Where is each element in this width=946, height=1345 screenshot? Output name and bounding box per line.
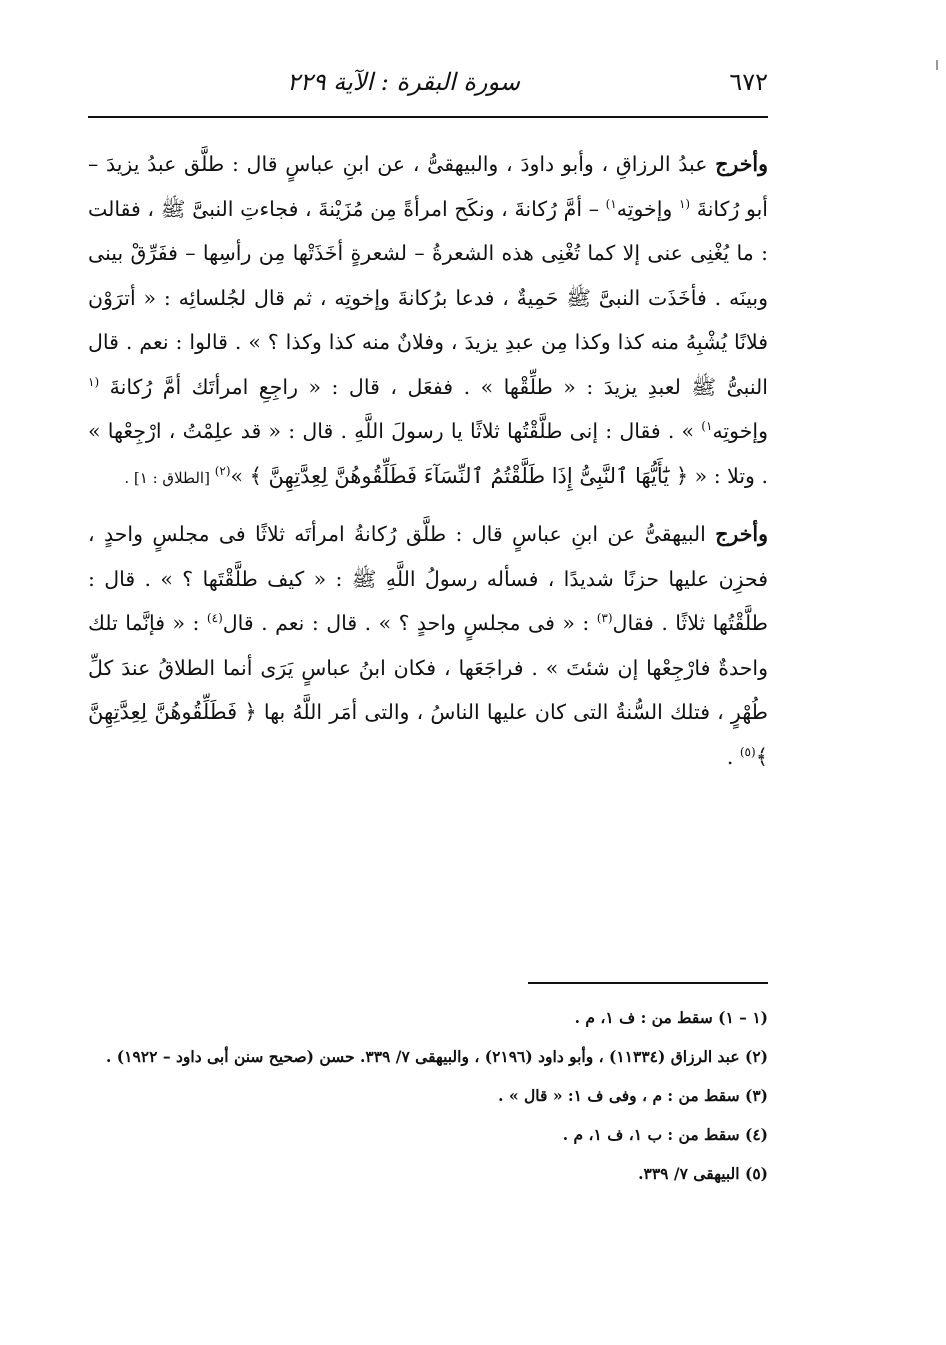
- paragraph-lead: وأخرج: [715, 522, 768, 546]
- footnote-marker: (٥): [739, 744, 756, 759]
- footnote-4: (٤) سقط من : ب ١، ف ١، م .: [562, 1125, 768, 1144]
- text-run: وإخوتِه: [616, 196, 679, 221]
- running-title: سورة البقرة : الآية ٢٢٩: [286, 68, 520, 96]
- text-run: وإخوتِه: [712, 419, 768, 443]
- page-number: ٦٧٢: [729, 68, 768, 96]
- footnote-rule: [528, 982, 768, 984]
- header-rule: [88, 116, 768, 118]
- text-run: »: [230, 463, 250, 488]
- text-run: عبدُ الرزاقِ ، وأبو داودَ ، والبيهقىُّ ، عن ابنِ عباسٍ قال : طلَّق عبدُ يزيدَ – أبو رُكانةَ: [88, 152, 768, 221]
- text-run: – أمَّ رُكانةَ ، ونكَح امرأةً مِن مُزَيْنةَ ، فجاءتِ النبىَّ ﷺ ، فقالت : ما يُغْنِى عنى إلا كما تُغْنِى هذه الشعرةُ – لشعرةٍ أخَذَتْها مِن رأسِها – ففَرِّقْ بينى وبينَه . فأخَذَت النبىَّ ﷺ حَمِيةٌ ، فدعا برُكانةَ وإخوتِه ، ثم قال لجُلسائِه : « أترَوْن فلانًا يُشْبِهُ منه كذا وكذا مِن عبدِ يزيدَ ، وفلانٌ منه كذا وكذا ؟ » . قالوا : نعم . قال النبىُّ ﷺ لعبدِ يزيدَ : « طلِّقْها » . ففعَل ، قال : « راجِعِ امرأتَك أمَّ رُكانةَ: [88, 196, 768, 399]
- page-header: [88, 62, 768, 106]
- text-run: : « فإنَّما تلك واحدةٌ فارْجِعْها إن شئتَ » . فراجَعَها ، فكان ابنُ عباسٍ يَرَى أنما الطلاقُ عندَ كلِّ طُهْرٍ ، فتلك السُّنةُ التى كان عليها الناسُ ، والتى أمَر اللَّهُ بها: [88, 611, 768, 724]
- paragraph-2: [88, 512, 768, 779]
- footnotes: [88, 998, 768, 1193]
- footnote-marker: ١): [605, 196, 617, 211]
- text-run: » . فقال : إنى طلَّقْتُها ثلاثًا يا رسولَ اللَّهِ . قال : « قد علِمْتُ ، ارْجِعْها » . وتلا : «: [88, 419, 768, 488]
- footnote-marker: (١: [88, 374, 100, 389]
- verse-citation: [الطلاق : ١] .: [124, 468, 215, 487]
- footnote-marker: (٢): [214, 463, 231, 478]
- footnote-1: (١ – ١) سقط من : ف ١، م .: [574, 1008, 768, 1027]
- footnote-marker: (٣): [596, 611, 613, 626]
- text-run: .: [726, 744, 740, 769]
- footnote-3: (٣) سقط من : م ، وفى ف ١: « قال » .: [498, 1086, 768, 1105]
- scan-speck: [936, 60, 938, 70]
- footnote-2: (٢) عبد الرزاق (١١٣٣٤) ، وأبو داود (٢١٩٦) ، والبيهقى ٧/ ٣٣٩. حسن (صحيح سنن أبى داود – ١٩٢٢) .: [106, 1047, 768, 1066]
- footnote-5: (٥) البيهقى ٧/ ٣٣٩.: [638, 1164, 768, 1183]
- quran-verse: ﴿ فَطَلِّقُوهُنَّ لِعِدَّتِهِنَّ ﴾: [88, 700, 768, 769]
- main-text: [88, 142, 768, 779]
- paragraph-lead: وأخرج: [715, 152, 768, 176]
- text-run: : « فى مجلسٍ واحدٍ ؟ » . قال : نعم . قال: [222, 611, 597, 635]
- footnote-marker: ١): [701, 419, 713, 434]
- text-run: البيهقىُّ عن ابنِ عباسٍ قال : طلَّق رُكانةُ امرأتَه ثلاثًا فى مجلسٍ واحدٍ ، فحزِن عليها حزنًا شديدًا ، فسأله رسولُ اللَّهِ ﷺ : « كيف طلَّقْتَها ؟ » . قال : طلَّقْتُها ثلاثًا . فقال: [88, 522, 768, 635]
- quran-verse: ﴿ يَٰٓأَيُّهَا ٱلنَّبِىُّ إِذَا طَلَّقْتُمُ ٱلنِّسَآءَ فَطَلِّقُوهُنَّ لِعِدَّتِهِنَّ ﴾: [249, 463, 689, 488]
- paragraph-1: [88, 142, 768, 500]
- footnote-marker: (١: [678, 196, 691, 211]
- footnote-marker: (٤): [206, 611, 223, 626]
